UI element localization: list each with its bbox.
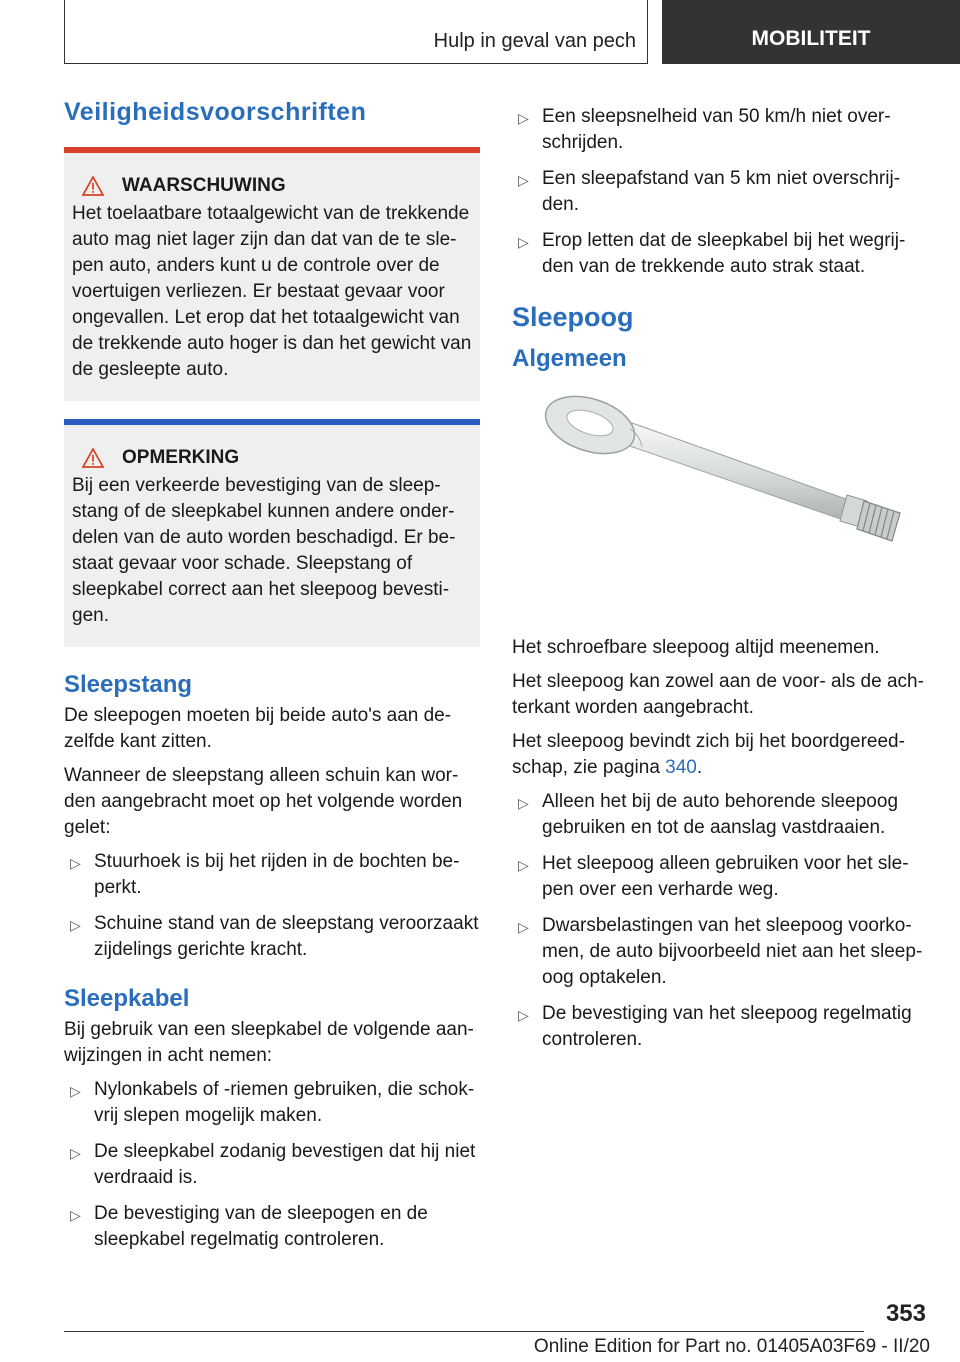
triangle-right-icon: ▷ bbox=[70, 1207, 81, 1223]
page-reference-link[interactable]: 340 bbox=[665, 757, 697, 778]
warning-triangle-icon bbox=[82, 176, 104, 196]
list-item: ▷ Stuurhoek is bij het rijden in de bochten beperkt. bbox=[70, 851, 460, 898]
note-heading bbox=[72, 447, 472, 469]
footer-edition: Online Edition for Part no. 01405A03F69 - II/20 bbox=[533, 1336, 930, 1357]
right-column bbox=[512, 104, 926, 1063]
list-item: ▷ Erop letten dat de sleepkabel bij het wegrijden van de trekkende auto strak staat. bbox=[518, 230, 906, 277]
note-label: OPMERKING bbox=[122, 447, 240, 468]
note-text: Bij een verkeerde bevestiging van de sleepstang of de sleepkabel kunnen andere onderdelen van de auto worden beschadigd. Er bestaat gevaar voor schade. Sleepstang of sleepkabel correct aan het sleepoog bevestigen. bbox=[72, 475, 456, 626]
section-title-veiligheidsvoorschriften: Veiligheidsvoorschriften bbox=[64, 98, 367, 126]
triangle-right-icon: ▷ bbox=[518, 1007, 529, 1023]
list-item: ▷ Schuine stand van de sleepstang veroorzaakt zijdelings gerichte kracht. bbox=[70, 913, 479, 960]
list-item: ▷ Een sleepafstand van 5 km niet overschrijden. bbox=[518, 168, 901, 215]
paragraph: Het schroefbare sleepoog altijd meenemen. bbox=[512, 637, 880, 658]
list-item: ▷ Een sleepsnelheid van 50 km/h niet overschrijden. bbox=[518, 106, 891, 153]
warning-triangle-icon bbox=[82, 448, 104, 468]
triangle-right-icon: ▷ bbox=[70, 1145, 81, 1161]
sleepstang-list bbox=[64, 849, 480, 963]
triangle-right-icon: ▷ bbox=[70, 855, 81, 871]
triangle-right-icon: ▷ bbox=[518, 857, 529, 873]
subsection-title-sleepstang: Sleepstang bbox=[64, 671, 193, 698]
triangle-right-icon: ▷ bbox=[518, 172, 529, 188]
paragraph: Het sleepoog kan zowel aan de voor- als de achterkant worden aangebracht. bbox=[512, 671, 924, 718]
paragraph: Bij gebruik van een sleepkabel de volgende aanwijzingen in acht nemen: bbox=[64, 1019, 474, 1066]
list-item: ▷ De bevestiging van de sleepogen en de sleepkabel regelmatig controleren. bbox=[70, 1203, 428, 1250]
warning-text: Het toelaatbare totaalgewicht van de trekkende auto mag niet lager zijn dan dat van de te slepen auto, anders kunt u de controle over de voertuigen verliezen. Er bestaat gevaar voor ongevallen. Let erop dat het totaalgewicht van de trekkende auto hoger is dan het gewicht van de gesleepte auto. bbox=[72, 203, 472, 380]
triangle-right-icon: ▷ bbox=[518, 919, 529, 935]
warning-label: WAARSCHUWING bbox=[122, 175, 286, 196]
subsection-title-algemeen: Algemeen bbox=[512, 345, 627, 372]
triangle-right-icon: ▷ bbox=[70, 1083, 81, 1099]
triangle-right-icon: ▷ bbox=[70, 917, 81, 933]
tow-eye-illustration bbox=[512, 383, 926, 623]
paragraph: Wanneer de sleepstang alleen schuin kan worden aangebracht moet op het volgende worden gelet: bbox=[64, 765, 463, 838]
page-number: 353 bbox=[885, 1300, 926, 1327]
sleepkabel-list bbox=[64, 1077, 480, 1253]
left-column bbox=[64, 98, 480, 1263]
header-chapter-tab: MOBILITEIT bbox=[662, 0, 960, 64]
paragraph-with-link: Het sleepoog bevindt zich bij het boordgereedschap, zie pagina 340. bbox=[512, 731, 905, 778]
list-item: ▷ Dwarsbelastingen van het sleepoog voorkomen, de auto bijvoorbeeld niet aan het sleepoog optakelen. bbox=[518, 915, 923, 988]
list-item: ▷ Nylonkabels of -riemen gebruiken, die schokvrij slepen mogelijk maken. bbox=[70, 1079, 475, 1126]
towing-rules-list bbox=[512, 104, 926, 280]
warning-box bbox=[64, 147, 480, 401]
footer-divider bbox=[64, 1331, 864, 1332]
warning-heading bbox=[72, 175, 472, 197]
list-item: ▷ Alleen het bij de auto behorende sleepoog gebruiken en tot de aanslag vastdraaien. bbox=[518, 791, 899, 838]
paragraph: De sleepogen moeten bij beide auto's aan dezelfde kant zitten. bbox=[64, 705, 452, 752]
triangle-right-icon: ▷ bbox=[518, 795, 529, 811]
list-item: ▷ De bevestiging van het sleepoog regelmatig controleren. bbox=[518, 1003, 912, 1050]
triangle-right-icon: ▷ bbox=[518, 234, 529, 250]
list-item: ▷ Het sleepoog alleen gebruiken voor het slepen over een verharde weg. bbox=[518, 853, 909, 900]
list-item: ▷ De sleepkabel zodanig bevestigen dat hij niet verdraaid is. bbox=[70, 1141, 476, 1188]
subsection-title-sleepkabel: Sleepkabel bbox=[64, 985, 190, 1012]
triangle-right-icon: ▷ bbox=[518, 110, 529, 126]
header-section-title: Hulp in geval van pech bbox=[433, 30, 636, 52]
section-title-sleepoog: Sleepoog bbox=[512, 302, 634, 332]
sleepoog-list bbox=[512, 789, 926, 1053]
note-box bbox=[64, 419, 480, 647]
